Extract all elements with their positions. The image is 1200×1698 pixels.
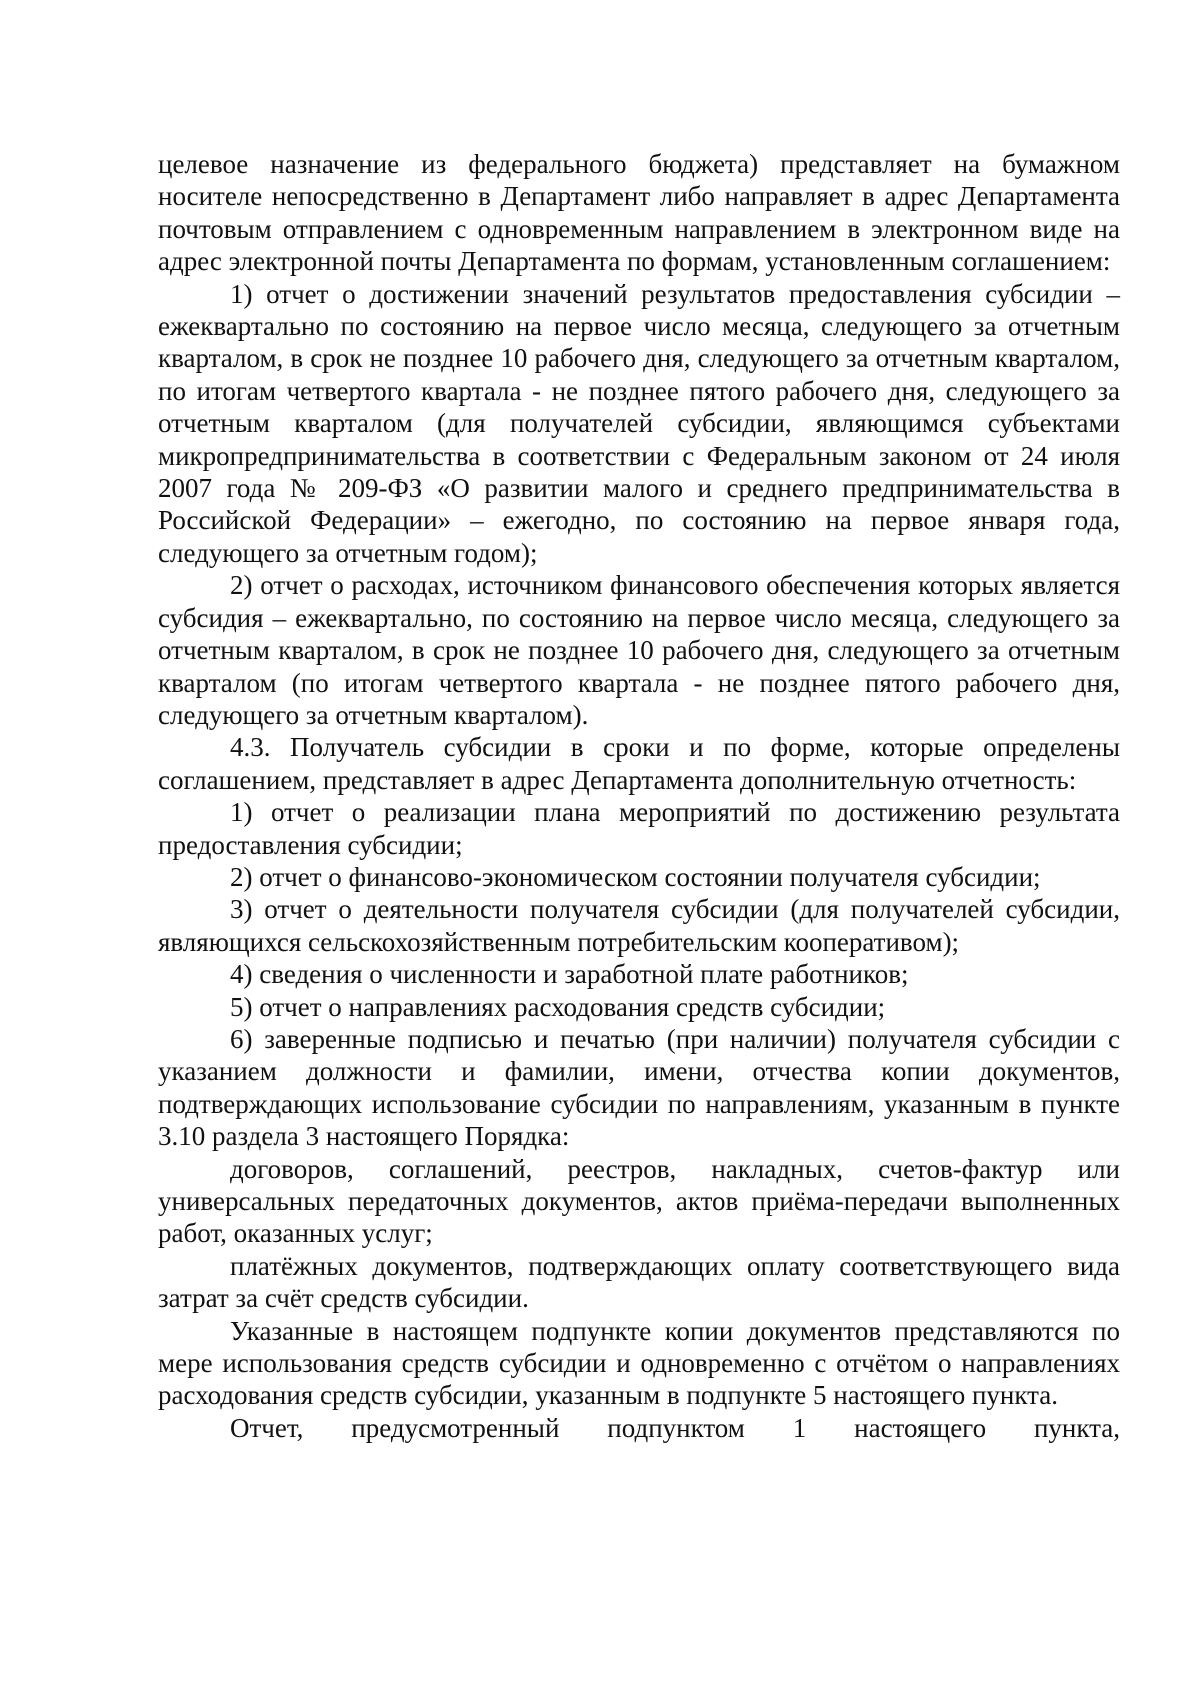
paragraph-copies-note: Указанные в настоящем подпункте копии документов представляются по мере использования средств субсидии и одновременно с отчётом о направлениях расходования средств субсидии, указанным в подпункте 5 настоящего пункта. xyxy=(158,1315,1120,1411)
paragraph-item-1-results-report: 1) отчет о достижении значений результатов предоставления субсидии – ежеквартально по состоянию на первое число месяца, следующего за отчетным кварталом, в срок не позднее 10 рабочего дня, следующего за отчетным кварталом, по итогам четвертого квартала - не позднее пятого рабочего дня, следующего за отчетным кварталом (для получателей субсидии, являющимся субъектами микропредпринимательства в соответствии с Федеральным законом от 24 июля 2007 года № 209-ФЗ «О развитии малого и среднего предпринимательства в Российской Федерации» – ежегодно, по состоянию на первое января года, следующего за отчетным годом); xyxy=(158,278,1120,568)
paragraph-add-item-2: 2) отчет о финансово-экономическом состоянии получателя субсидии; xyxy=(230,861,1041,892)
document-page xyxy=(158,148,1120,1444)
paragraph-add-item-4: 4) сведения о численности и заработной плате работников; xyxy=(230,959,909,990)
paragraph-item-2-expenses-report: 2) отчет о расходах, источником финансового обеспечения которых является субсидия – ежеквартально, по состоянию на первое число месяца, следующего за отчетным кварталом, в срок не позднее 10 рабочего дня, следующего за отчетным кварталом (по итогам четвертого квартала - не позднее пятого рабочего дня, следующего за отчетным кварталом). xyxy=(158,570,1120,730)
paragraph-payment-documents: платёжных документов, подтверждающих оплату соответствующего вида затрат за счёт средств субсидии. xyxy=(158,1250,1120,1314)
paragraph-add-item-5: 5) отчет о направлениях расходования средств субсидии; xyxy=(230,991,886,1022)
paragraph-add-item-6: 6) заверенные подписью и печатью (при наличии) получателя субсидии с указанием должности и фамилии, имени, отчества копии документов, подтверждающих использование субсидии по направлениям, указанным в пункте 3.10 раздела 3 настоящего Порядка: xyxy=(158,1023,1120,1152)
paragraph-add-item-3: 3) отчет о деятельности получателя субсидии (для получателей субсидии, являющихся сельскохозяйственным потребительским кооперативом); xyxy=(158,894,1120,957)
paragraph-reporting-intro: целевое назначение из федерального бюджета) представляет на бумажном носителе непосредственно в Департамент либо направляет в адрес Департамента почтовым отправлением с одновременным направлением в электронном виде на адрес электронной почты Департамента по формам, установленным соглашением: xyxy=(158,149,1120,277)
paragraph-4-3-additional-reporting: 4.3. Получатель субсидии в сроки и по форме, которые определены соглашением, представляет в адрес Департамента дополнительную отчетность: xyxy=(158,732,1120,795)
paragraph-contracts-list: договоров, соглашений, реестров, накладных, счетов-фактур или универсальных передаточных документов, актов приёма-передачи выполненных работ, оказанных услуг; xyxy=(158,1153,1120,1249)
paragraph-report-continuation: Отчет, предусмотренный подпунктом 1 настоящего пункта, xyxy=(230,1412,1120,1443)
paragraph-add-item-1: 1) отчет о реализации плана мероприятий по достижению результата предоставления субсидии; xyxy=(158,797,1120,860)
